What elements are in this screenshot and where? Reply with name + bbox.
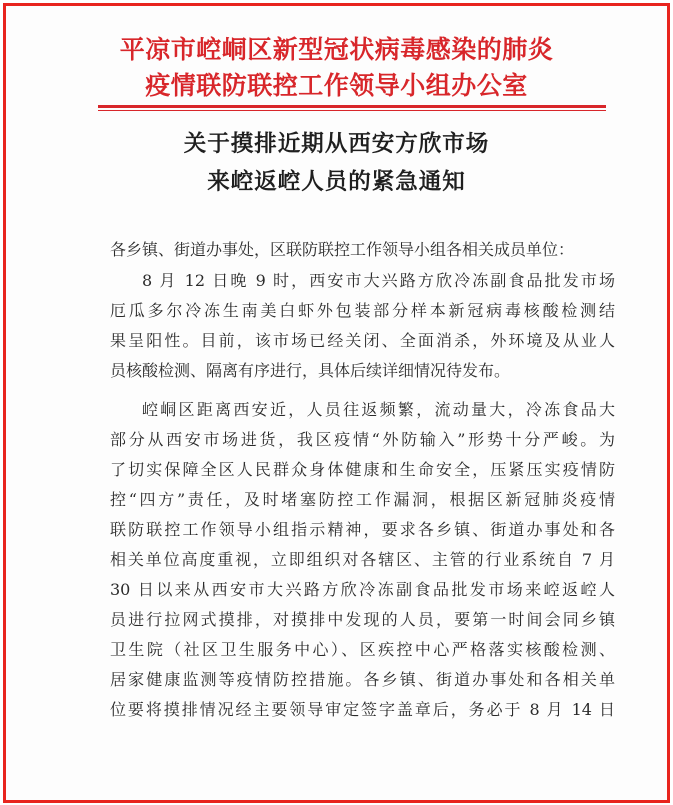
document-frame [3, 3, 670, 803]
paragraph-1-line: 8 月 12 日晚 9 时，西安市大兴路方欣冷冻副食品批发市场 [142, 271, 615, 290]
header-divider-thick [98, 105, 606, 108]
notice-title-line-1: 关于摸排近期从西安方欣市场 [183, 131, 490, 157]
paragraph-2-line: 控“四方”责任，及时堵塞防控工作漏洞，根据区新冠肺炎疫情 [110, 490, 615, 509]
paragraph-2-line: 卫生院（社区卫生服务中心）、区疾控中心严格落实核酸检测、 [110, 640, 615, 659]
paragraph-2-line: 居家健康监测等疫情防控措施。各乡镇、街道办事处和各相关单 [110, 670, 615, 689]
paragraph-1 [110, 266, 615, 386]
paragraph-1-line: 果呈阳性。目前，该市场已经关闭、全面消杀，外环境及从业人 [110, 331, 615, 350]
paragraph-2-line: 相关单位高度重视，立即组织对各辖区、主管的行业系统自 7 月 [110, 550, 615, 569]
notice-title-line-2: 来崆返崆人员的紧急通知 [207, 169, 466, 195]
header-line-1: 平凉市崆峒区新型冠状病毒感染的肺炎 [119, 35, 554, 64]
paragraph-2-line: 位要将摸排情况经主要领导审定签字盖章后，务必于 8 月 14 日 [110, 700, 615, 719]
paragraph-2-line: 部分从西安市场进货，我区疫情“外防输入”形势十分严峻。为 [110, 430, 615, 449]
paragraph-2 [110, 395, 615, 725]
paragraph-2-line: 员进行拉网式摸排，对摸排中发现的人员，要第一时间会同乡镇 [110, 610, 615, 629]
salutation-text: 各乡镇、街道办事处，区联防联控工作领导小组各相关成员单位： [110, 240, 575, 259]
header-divider-thin [98, 110, 606, 111]
salutation [110, 235, 615, 265]
paragraph-2-line: 崆峒区距离西安近，人员往返频繁，流动量大，冷冻食品大 [142, 400, 615, 419]
header-line-2: 疫情联防联控工作领导小组办公室 [145, 71, 528, 100]
paragraph-2-line: 联防联控工作领导小组指示精神，要求各乡镇、街道办事处和各 [110, 520, 615, 539]
paragraph-1-line: 员核酸检测、隔离有序进行，具体后续详细情况待发布。 [110, 361, 511, 380]
paragraph-2-line: 30 日以来从西安市大兴路方欣冷冻副食品批发市场来崆返崆人 [110, 580, 615, 599]
paragraph-2-line: 了切实保障全区人民群众身体健康和生命安全，压紧压实疫情防 [110, 460, 615, 479]
paragraph-1-line: 厄瓜多尔冷冻生南美白虾外包装部分样本新冠病毒核酸检测结 [110, 301, 615, 320]
